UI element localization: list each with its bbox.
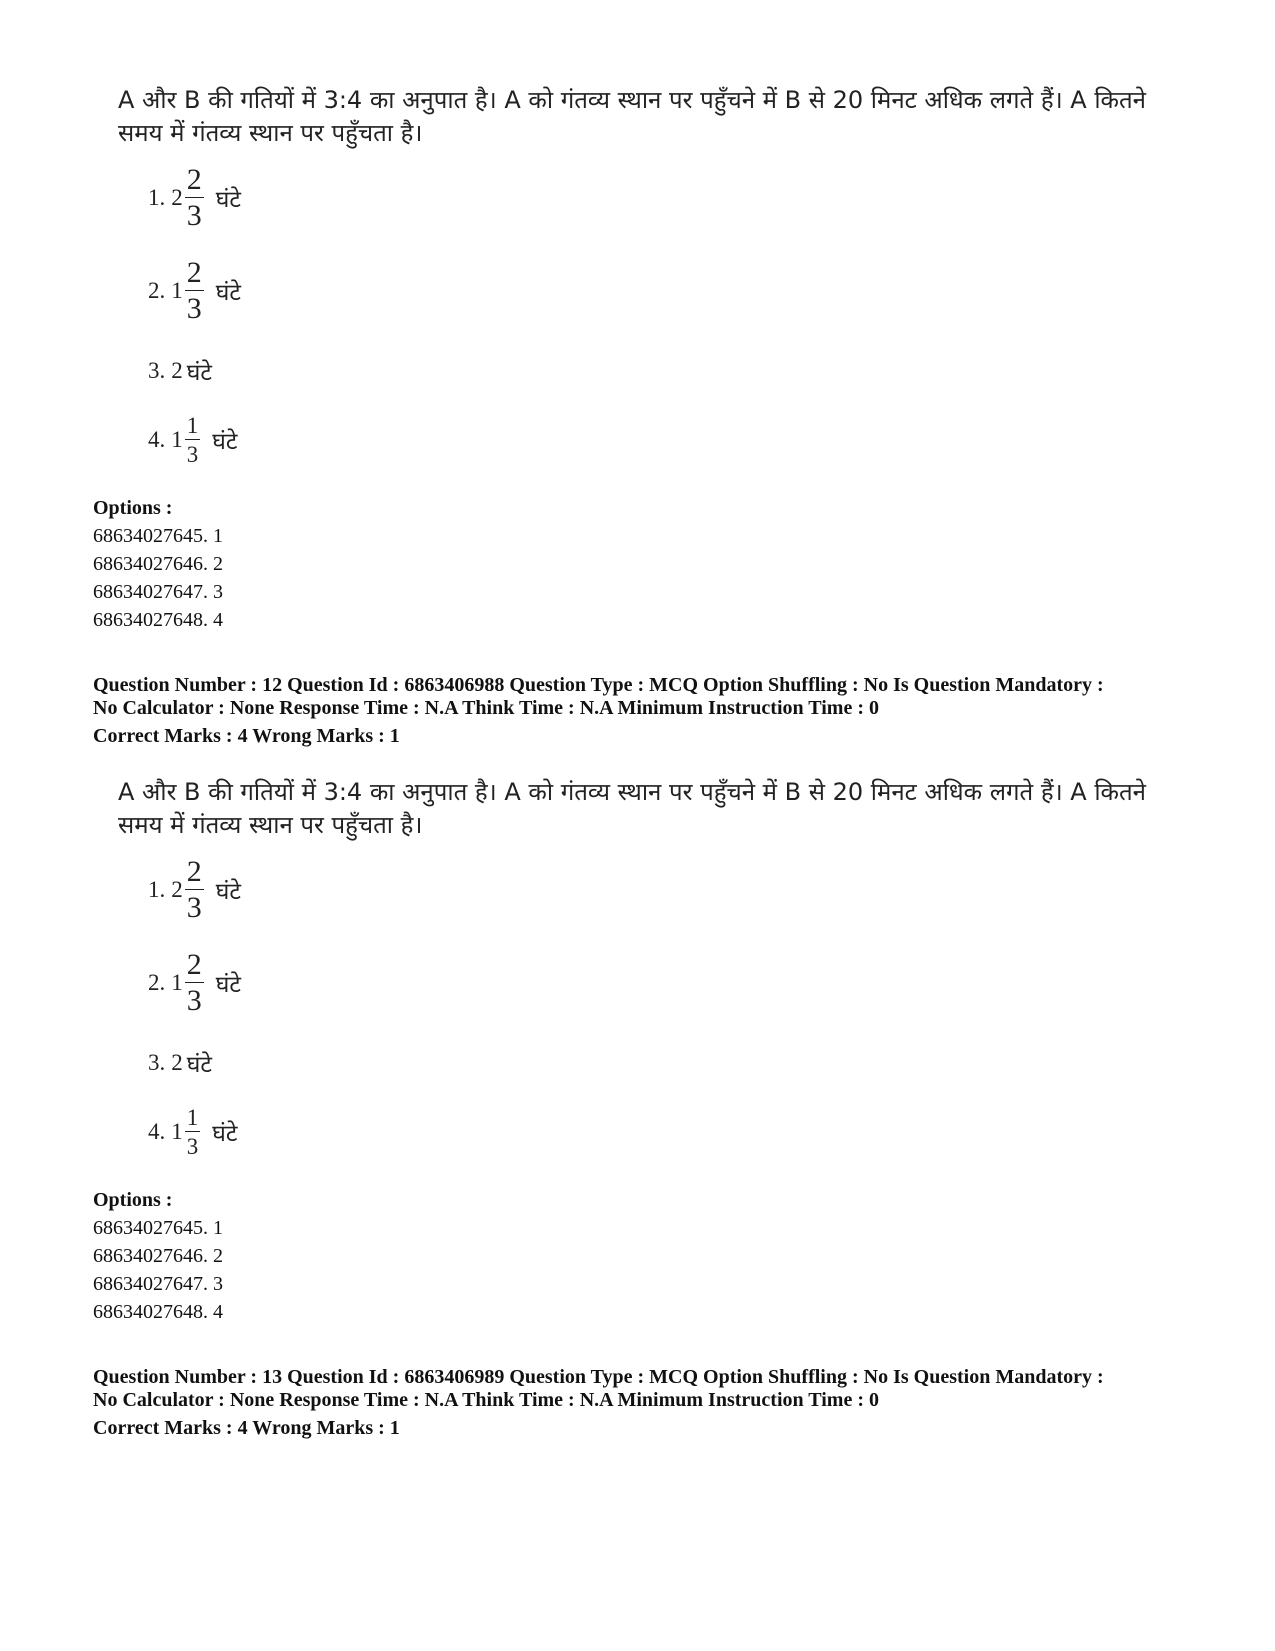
option-row: 68634027647. 3 bbox=[93, 1273, 223, 1295]
choice-number: 4. bbox=[148, 427, 166, 452]
numerator: 2 bbox=[186, 163, 202, 196]
whole-part: 2 bbox=[171, 1050, 183, 1075]
unit: घंटे bbox=[215, 280, 241, 306]
fraction bbox=[185, 950, 204, 1016]
numerator: 2 bbox=[186, 948, 202, 981]
options-label: Options : bbox=[93, 1189, 173, 1211]
option-row: 68634027645. 1 bbox=[93, 1217, 223, 1239]
question-meta-line2: No Calculator : None Response Time : N.A Think Time : N.A Minimum Instruction Time : 0 bbox=[93, 1389, 879, 1411]
fraction bbox=[185, 857, 204, 923]
choice-1 bbox=[148, 163, 241, 232]
numerator: 1 bbox=[186, 413, 199, 438]
denominator: 3 bbox=[186, 1134, 199, 1159]
choice-3 bbox=[148, 1035, 212, 1091]
choice-2 bbox=[148, 948, 241, 1017]
choice-number: 3. bbox=[148, 1050, 166, 1075]
unit: घंटे bbox=[215, 187, 241, 213]
question-marks: Correct Marks : 4 Wrong Marks : 1 bbox=[93, 1417, 400, 1439]
whole-part: 2 bbox=[171, 877, 183, 902]
unit: घंटे bbox=[212, 429, 238, 455]
option-row: 68634027648. 4 bbox=[93, 1301, 223, 1323]
choice-4 bbox=[148, 412, 237, 468]
unit: घंटे bbox=[212, 1121, 238, 1147]
numerator: 2 bbox=[186, 256, 202, 289]
whole-part: 2 bbox=[171, 185, 183, 210]
unit: घंटे bbox=[186, 360, 212, 386]
option-row: 68634027646. 2 bbox=[93, 1245, 223, 1267]
question-meta-line2: No Calculator : None Response Time : N.A Think Time : N.A Minimum Instruction Time : 0 bbox=[93, 697, 879, 719]
options-label: Options : bbox=[93, 497, 173, 519]
whole-part: 2 bbox=[171, 358, 183, 383]
denominator: 3 bbox=[186, 442, 199, 467]
option-row: 68634027646. 2 bbox=[93, 553, 223, 575]
whole-part: 1 bbox=[171, 970, 183, 995]
option-row: 68634027647. 3 bbox=[93, 581, 223, 603]
unit: घंटे bbox=[215, 972, 241, 998]
question-meta-line1: Question Number : 13 Question Id : 6863406989 Question Type : MCQ Option Shuffling : No Is Question Mandatory : bbox=[93, 1366, 1104, 1388]
question-text: A और B की गतियों में 3:4 का अनुपात है। A को गंतव्य स्थान पर पहुँचने में B से 20 मिनट अधिक लगते हैं। A कितने समय में गंतव्य स्थान पर पहुँचता है। bbox=[118, 778, 1146, 839]
denominator: 3 bbox=[186, 891, 202, 924]
choice-1 bbox=[148, 855, 241, 924]
choice-number: 1. bbox=[148, 185, 166, 210]
denominator: 3 bbox=[186, 292, 202, 325]
choice-number: 4. bbox=[148, 1119, 166, 1144]
option-row: 68634027648. 4 bbox=[93, 609, 223, 631]
choice-number: 3. bbox=[148, 358, 166, 383]
choice-number: 2. bbox=[148, 970, 166, 995]
denominator: 3 bbox=[186, 199, 202, 232]
numerator: 2 bbox=[186, 855, 202, 888]
option-row: 68634027645. 1 bbox=[93, 525, 223, 547]
unit: घंटे bbox=[215, 879, 241, 905]
fraction bbox=[185, 165, 204, 231]
whole-part: 1 bbox=[171, 427, 183, 452]
unit: घंटे bbox=[186, 1052, 212, 1078]
fraction bbox=[185, 414, 201, 466]
denominator: 3 bbox=[186, 984, 202, 1017]
whole-part: 1 bbox=[171, 1119, 183, 1144]
question-meta-line1: Question Number : 12 Question Id : 6863406988 Question Type : MCQ Option Shuffling : No Is Question Mandatory : bbox=[93, 674, 1104, 696]
choice-number: 2. bbox=[148, 278, 166, 303]
numerator: 1 bbox=[186, 1105, 199, 1130]
fraction bbox=[185, 258, 204, 324]
question-marks: Correct Marks : 4 Wrong Marks : 1 bbox=[93, 725, 400, 747]
choice-number: 1. bbox=[148, 877, 166, 902]
whole-part: 1 bbox=[171, 278, 183, 303]
choice-3 bbox=[148, 343, 212, 399]
choice-4 bbox=[148, 1104, 237, 1160]
fraction bbox=[185, 1106, 201, 1158]
question-text: A और B की गतियों में 3:4 का अनुपात है। A को गंतव्य स्थान पर पहुँचने में B से 20 मिनट अधिक लगते हैं। A कितने समय में गंतव्य स्थान पर पहुँचता है। bbox=[118, 86, 1146, 147]
choice-2 bbox=[148, 256, 241, 325]
